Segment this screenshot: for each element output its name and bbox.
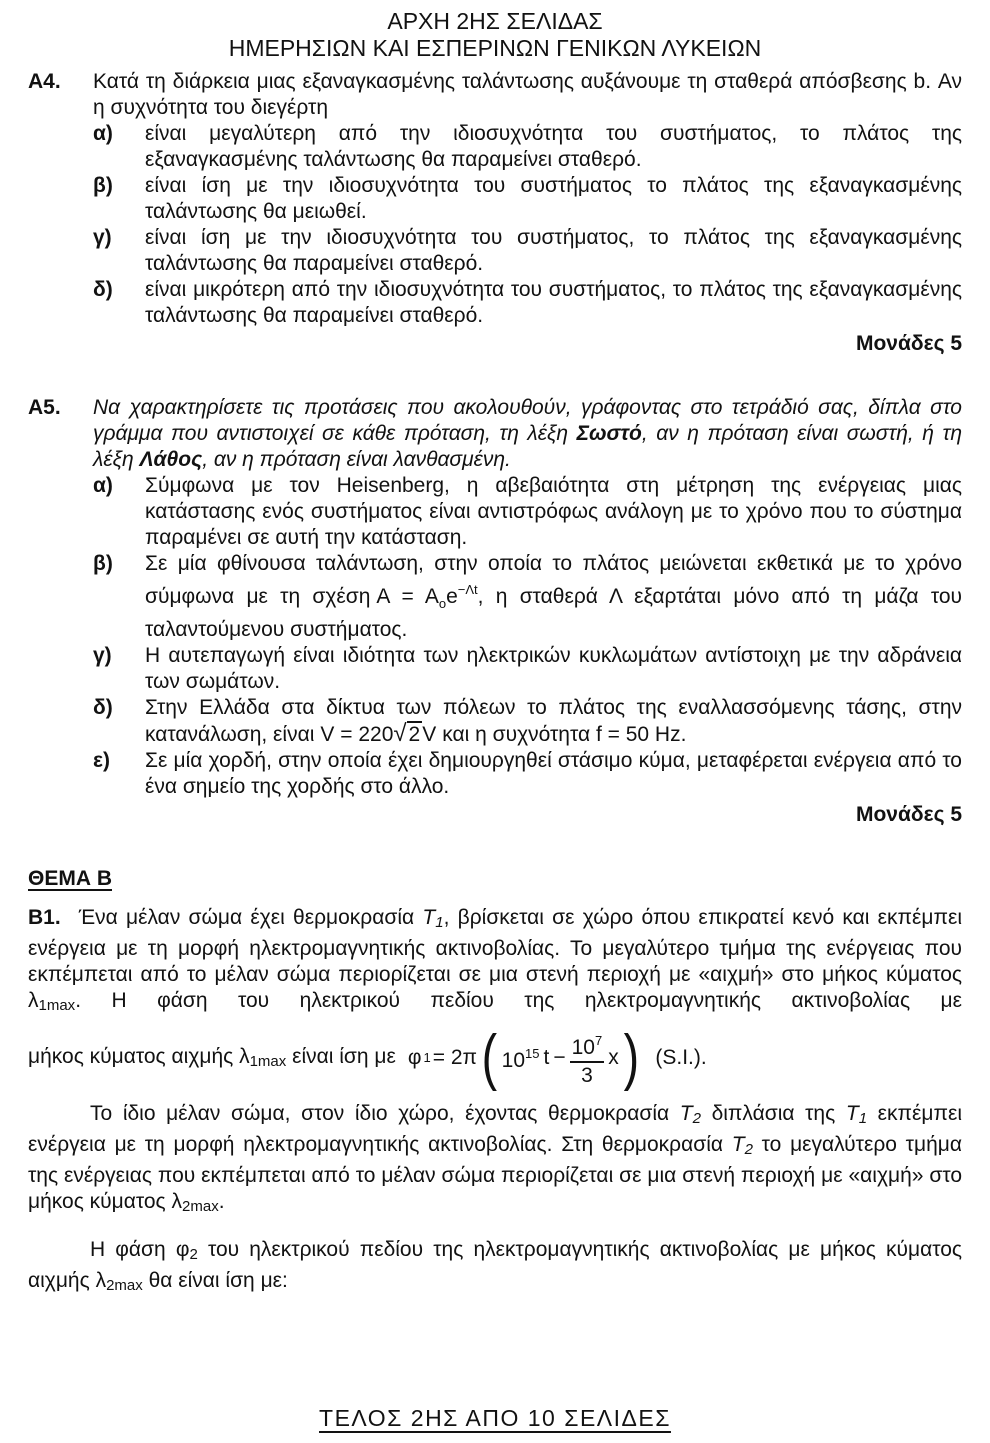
theme-b-heading: ΘΕΜΑ Β bbox=[28, 867, 112, 890]
statement-text bbox=[145, 695, 962, 748]
question-a5 bbox=[28, 395, 962, 828]
statement-text bbox=[145, 551, 962, 643]
intro-text: , αν η πρόταση είναι λανθασμένη. bbox=[202, 448, 511, 471]
voltage-formula: V = 220√2V bbox=[320, 720, 437, 747]
open-paren: ( bbox=[481, 1022, 498, 1092]
b1-paragraph-2: Το ίδιο μέλαν σώμα, στον ίδιο χώρο, έχοντας θερμοκρασία T2 διπλάσια της T1 εκπέμπει ενέργεια με τη μορφή ηλεκτρομαγνητικής ακτινοβολίας. Στη θερμοκρασία T2 το μεγαλύτερο τμήμα της ενέργειας που εκπέμπεται από το μέλαν σώμα περιορίζεται σε μια στενή περιοχή με «αιχμή» στο μήκος κύματος λ2max. bbox=[28, 1102, 962, 1215]
statement-label: β) bbox=[93, 552, 113, 575]
option-text: είναι ίση με την ιδιοσυχνότητα του συστήματος το πλάτος της εξαναγκασμένης ταλάντωσης θα μειωθεί. bbox=[145, 174, 962, 223]
option-text: είναι ίση με την ιδιοσυχνότητα του συστήματος, το πλάτος της εξαναγκασμένης ταλάντωσης θα παραμείνει σταθερό. bbox=[145, 226, 962, 275]
option-a4-beta bbox=[93, 173, 962, 225]
temperature-T1: T bbox=[422, 906, 436, 929]
statement-a5-gamma bbox=[93, 643, 962, 695]
option-text: είναι μικρότερη από την ιδιοσυχνότητα του συστήματος, το πλάτος της εξαναγκασμένης ταλάντωσης θα παραμείνει σταθερό. bbox=[145, 278, 962, 327]
header-line2: ΗΜΕΡΗΣΙΩΝ ΚΑΙ ΕΣΠΕΡΙΝΩΝ ΓΕΝΙΚΩΝ ΛΥΚΕΙΩΝ bbox=[228, 35, 762, 61]
phi-symbol: φ bbox=[407, 1045, 422, 1069]
b1-paragraph-1: Β1. Ένα μέλαν σώμα έχει θερμοκρασία T1, βρίσκεται σε χώρο όπου επικρατεί κενό και εκπέμπει ενέργεια με τη μορφή ηλεκτρομαγνητικής ακτινοβολίας. Το μεγαλύτερο τμήμα της ενέργειας που εκπέμπεται από το μέλαν σώμα περιορίζεται σε μια στενή περιοχή με «αιχμή» στο μήκος κύματος λ1max. Η φάση του ηλεκτρικού πεδίου της ηλεκτρομαγνητικής ακτινοβολίας με bbox=[28, 906, 962, 1014]
statement-label: δ) bbox=[93, 696, 113, 719]
phi1-formula-line: μήκος κύματος αιχμής λ1max είναι ίση με φ 1 = 2π ( $10^{15}$ t − $\frac{10^7}{3}$ x ) (S.I.). bbox=[28, 1022, 707, 1092]
page-header bbox=[28, 8, 962, 62]
option-a4-delta bbox=[93, 277, 962, 329]
b1-paragraph-3: Η φάση φ2 του ηλεκτρικού πεδίου της ηλεκτρομαγνητικής ακτινοβολίας με μήκος κύματος αιχμής λ2max θα είναι ίση με: bbox=[28, 1238, 963, 1294]
statement-label: γ) bbox=[93, 644, 112, 667]
keyword-wrong: Λάθος bbox=[139, 448, 203, 471]
option-a4-alpha bbox=[93, 121, 962, 173]
question-b1-number: Β1. bbox=[28, 906, 61, 929]
statement-text: Σύμφωνα με τον Heisenberg, η αβεβαιότητα στη μέτρηση της ενέργειας μιας κατάστασης ενός συστήματος είναι αντιστρόφως ανάλογη με το χρόνο που το σύστημα παραμένει σε αυτή την κατάσταση. bbox=[145, 474, 962, 549]
statement-fragment: Στην Ελλάδα στα δίκτυα των πόλεων το πλάτος της εναλλασσόμενης τάσης, στην κατανάλωση, είναι bbox=[145, 696, 962, 746]
statement-a5-beta bbox=[93, 551, 962, 643]
page-footer: ΤΕΛΟΣ 2ΗΣ ΑΠΟ 10 ΣΕΛΙΔΕΣ bbox=[319, 1405, 671, 1431]
intro-text: , αν η πρόταση είναι σωστή, ή τη λέξη bbox=[93, 422, 962, 471]
option-label: δ) bbox=[93, 278, 113, 301]
lambda-1max: λ bbox=[239, 1045, 250, 1069]
statement-text: Η αυτεπαγωγή είναι ιδιότητα των ηλεκτρικών κυκλωμάτων αντίστοιχη με την αδράνεια των σωμάτων. bbox=[145, 644, 962, 693]
temperature-T1: T bbox=[845, 1102, 859, 1125]
temperature-T2: T bbox=[731, 1133, 745, 1156]
option-label: γ) bbox=[93, 226, 112, 249]
question-a5-number: Α5. bbox=[28, 396, 61, 419]
points-a5: Μονάδες 5 bbox=[855, 803, 962, 826]
question-a4-intro: Κατά τη διάρκεια μιας εξαναγκασμένης ταλάντωσης αυξάνουμε τη σταθερά απόσβεσης b. Αν η συχνότητα του διεγέρτη bbox=[93, 70, 962, 119]
keyword-correct: Σωστό bbox=[576, 422, 642, 445]
statement-fragment: , η σταθερά Λ εξαρτάται μόνο από τη μάζα του ταλαντούμενου συστήματος. bbox=[145, 585, 962, 641]
exp-decay-formula: $A = A_oe^{-\Lambda t}$ bbox=[376, 582, 478, 611]
question-a4 bbox=[28, 69, 962, 357]
temperature-T2: T bbox=[679, 1102, 693, 1125]
option-label: β) bbox=[93, 174, 113, 197]
statement-text: Σε μία χορδή, στην οποία έχει δημιουργηθεί στάσιμο κύμα, μεταφέρεται ενέργεια από το ένα σημείο της χορδής στο άλλο. bbox=[145, 749, 962, 798]
statement-fragment: Σε μία φθίνουσα ταλάντωση, στην οποία το πλάτος μειώνεται εκθετικά με το χρόνο σύμφωνα με τη σχέση bbox=[145, 552, 962, 608]
statement-label: α) bbox=[93, 474, 113, 497]
points-a4: Μονάδες 5 bbox=[855, 332, 962, 355]
option-a4-gamma bbox=[93, 225, 962, 277]
phi-2-symbol: φ bbox=[175, 1238, 190, 1261]
option-label: α) bbox=[93, 122, 113, 145]
statement-a5-alpha bbox=[93, 473, 962, 551]
radical-sign: √ bbox=[393, 720, 407, 747]
phi1-formula: φ 1 = 2π ( $10^{15}$ t − $\frac{10^7}{3}$ x ) (S.I.). bbox=[407, 1022, 707, 1092]
question-a5-intro bbox=[93, 395, 962, 473]
question-b1 bbox=[28, 905, 962, 1299]
lambda-1max: λ bbox=[28, 989, 39, 1012]
option-text: είναι μεγαλύτερη από την ιδιοσυχνότητα του συστήματος, το πλάτος της εξαναγκασμένης ταλάντωσης θα παραμείνει σταθερό. bbox=[145, 122, 962, 171]
fraction: $\frac{10^7}{3}$ bbox=[570, 1027, 605, 1088]
lambda-2max: λ bbox=[95, 1269, 107, 1292]
statement-a5-delta bbox=[93, 695, 962, 748]
lambda-2max: λ bbox=[171, 1190, 183, 1213]
statement-label: ε) bbox=[93, 749, 110, 772]
intro-text: Να χαρακτηρίσετε τις προτάσεις που ακολουθούν, γράφοντας στο τετράδιό σας, δίπλα στο γράμμα που αντιστοιχεί σε κάθε πρόταση, τη λέξη bbox=[93, 396, 962, 445]
statement-a5-epsilon bbox=[93, 748, 962, 800]
statement-fragment: και η συχνότητα f = 50 Hz. bbox=[442, 723, 687, 746]
close-paren: ) bbox=[623, 1022, 639, 1092]
si-units-note: (S.I.). bbox=[655, 1045, 707, 1069]
header-line1: ΑΡΧΗ 2ΗΣ ΣΕΛΙΔΑΣ bbox=[387, 8, 603, 34]
question-a4-number: Α4. bbox=[28, 70, 61, 93]
